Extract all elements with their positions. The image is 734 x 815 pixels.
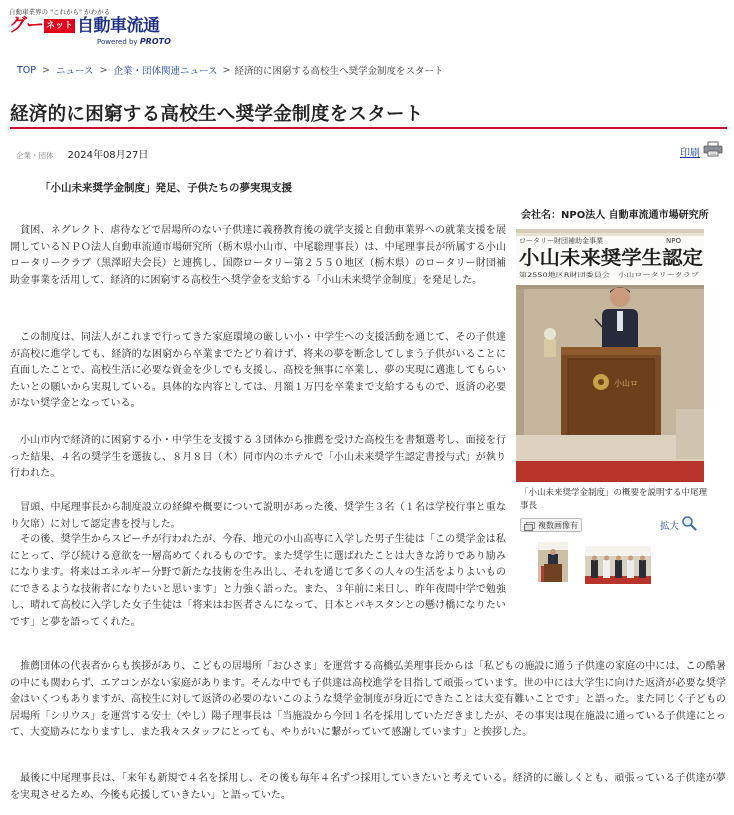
article-subtitle: 「小山未来奨学金制度」発足、子供たちの夢実現支援 xyxy=(40,182,292,194)
print-button[interactable] xyxy=(680,141,723,161)
logo-tagline: 自動車業界の "これから" がわかる xyxy=(9,8,111,16)
zoom-magnifier-icon[interactable] xyxy=(681,515,697,535)
company-name: 会社名：NPO法人 自動車流通市場研究所 xyxy=(521,210,709,221)
thumbnail-2-scene xyxy=(585,546,651,584)
powered-by-text: Powered by xyxy=(97,38,138,46)
article-paragraph: その後、奨学生からスピーチが行われたが、今春、地元の小山高専に入学した男子生徒は「この奨学金は私にとって、学び続ける意欲を一層高めてくれるものです。また奨学生に選ばれたことは大きな誇りであり励みになります。将来はエネルギー分野で新たな技術を生み出し、それを通じて多くの人々の生活をよりよいものにできるような技術者になりたいと思います」と力強く語った。また、３年前に来日し、昨年夜間中学で勉強し、晴れて高校に入学した女子生徒は「将来はお医者さんになって、日本とパキスタンとの懸け橋になりたいです」と夢を語ってくれた。 xyxy=(10,534,506,628)
multiple-images-label[interactable]: 複数画像有 xyxy=(538,520,578,530)
multiple-images-button[interactable] xyxy=(520,518,582,532)
photo-scene xyxy=(516,229,704,482)
article-category: 企業・団体 xyxy=(16,151,54,160)
zoom-label[interactable]: 拡大 xyxy=(660,521,680,532)
thumbnail-1-scene xyxy=(538,542,568,582)
article-paragraph: 最後に中尾理事長は、「来年も新規で４名を採用し、その後も毎年４名ずつ採用していきたいと考えている。経済的に厳しくとも、頑張っている子供達が夢を実現させるため、今後も応援していきたい」と語っていた。 xyxy=(10,773,726,801)
banner-title-text: 小山未来奨学生認定 xyxy=(519,247,691,269)
logo-net: ネット xyxy=(46,21,74,31)
breadcrumb-separator: > xyxy=(99,64,108,76)
zoom-button[interactable] xyxy=(660,515,697,535)
breadcrumb-corporate-news[interactable]: 企業・団体関連ニュース xyxy=(113,66,218,77)
article-paragraph: この制度は、同法人がこれまで行ってきた家庭環境の厳しい小・中学生への支援活動を通じて、その子供達が高校に進学しても、経済的な困窮から卒業までたどり着けず、将来の夢を断念してしまう子供がいることに直面したことで、高校生活に必要な資金を少しでも支援し、高校を無事に卒業し、夢の実現に邁進してもらいたいとの願いから実現している。具体的な内容としては、月額１万円を卒業まで支給するもので、返済の必要がない奨学金となっている。 xyxy=(10,332,506,409)
article-meta xyxy=(16,146,148,161)
printer-icon[interactable] xyxy=(703,141,723,161)
breadcrumb-news[interactable]: ニュース xyxy=(55,66,94,77)
page-title: 経済的に困窮する高校生へ奨学金制度をスタート xyxy=(10,104,424,125)
site-logo[interactable] xyxy=(9,7,189,49)
article-date: 2024年08月27日 xyxy=(67,150,149,161)
logo-wordmark xyxy=(9,15,160,37)
breadcrumb xyxy=(0,60,734,80)
banner-sub-text: 第2550地区R財団委員会 小山ロータリークラブ xyxy=(519,272,653,279)
breadcrumb-separator: > xyxy=(42,64,50,76)
photo-thumbnail-2[interactable] xyxy=(585,546,651,584)
logo-powered-by xyxy=(97,37,171,46)
photo-caption: 「小山未来奨学金制度」の概要を説明する中尾理事長 xyxy=(520,488,708,511)
logo-site-name: 自動車流通 xyxy=(77,16,160,36)
banner-right-text: NPO xyxy=(666,237,681,245)
article-paragraph: 推薦団体の代表者からも挨拶があり、こどもの居場所「おひさま」を運営する高橋弘美理事長からは「私どもの施設に通う子供達の家庭の中には、この酷暑の中にも関わらず、エアコンがない家庭があります。そんな中でも子供達は高校進学を目指して頑張っています。世の中には大学生に向けた返済が必要な奨学金はいくつもありますが、高校生に対して返済の必要のないこのような奨学金制度が身近にできたことは大変有難いことです」と語った。また同じく子どもの居場所「シリウス」を運営する安士（やし）陽子理事長は「当施設から今回１名を採用していただきましたが、その事実は現在施設に通っている子供達にとって、大変励みになりますし、また我々スタッフにとっても、やりがいに繋がっていて感謝しています」と挨拶した。 xyxy=(10,661,726,738)
article-paragraph: 冒頭、中尾理事長から制度設立の経緯や概要について説明があった後、奨学生３名（１名は学校行事と重なり欠席）に対して認定書を授与した。 xyxy=(10,502,506,530)
title-divider xyxy=(10,127,727,129)
main-article-photo[interactable] xyxy=(516,229,704,482)
podium-text: 小山ロ xyxy=(614,379,638,388)
breadcrumb-current: 経済的に困窮する高校生へ奨学金制度をスタート xyxy=(234,66,444,77)
logo-goo: グー xyxy=(9,15,43,36)
multiple-images-icon xyxy=(524,516,538,535)
article-paragraph: 貧困、ネグレクト、虐待などで居場所のない子供達に義務教育後の就学支援と自動車業界への就業支援を展開しているＮＰＯ法人自動車流通市場研究所（栃木県小山市、中尾聡理事長）は、中尾理事長が所属する小山ロータリークラブ（黒澤昭夫会長）と連携し、国際ロータリー第２５５０地区（栃木県）のロータリー財団補助金事業を活用して、経済的に困窮する高校生へ奨学金を支給する「小山未来奨学金制度」を発足した。 xyxy=(10,225,506,286)
print-label[interactable]: 印刷 xyxy=(680,147,700,159)
banner-small-text: ロータリー財団補助金事業 xyxy=(519,237,603,245)
photo-thumbnail-1[interactable] xyxy=(538,542,568,582)
breadcrumb-top[interactable]: TOP xyxy=(17,64,37,76)
article-paragraph: 小山市内で経済的に困窮する小・中学生を支援する３団体から推薦を受けた高校生を書類選考し、面接を行った結果、４名の奨学生を選抜し、８月８日（木）同市内のホテルで「小山未来奨学生認定書授与式」が執り行われた。 xyxy=(10,435,506,479)
breadcrumb-separator: > xyxy=(222,64,231,76)
powered-by-brand: PROTO xyxy=(139,37,171,46)
